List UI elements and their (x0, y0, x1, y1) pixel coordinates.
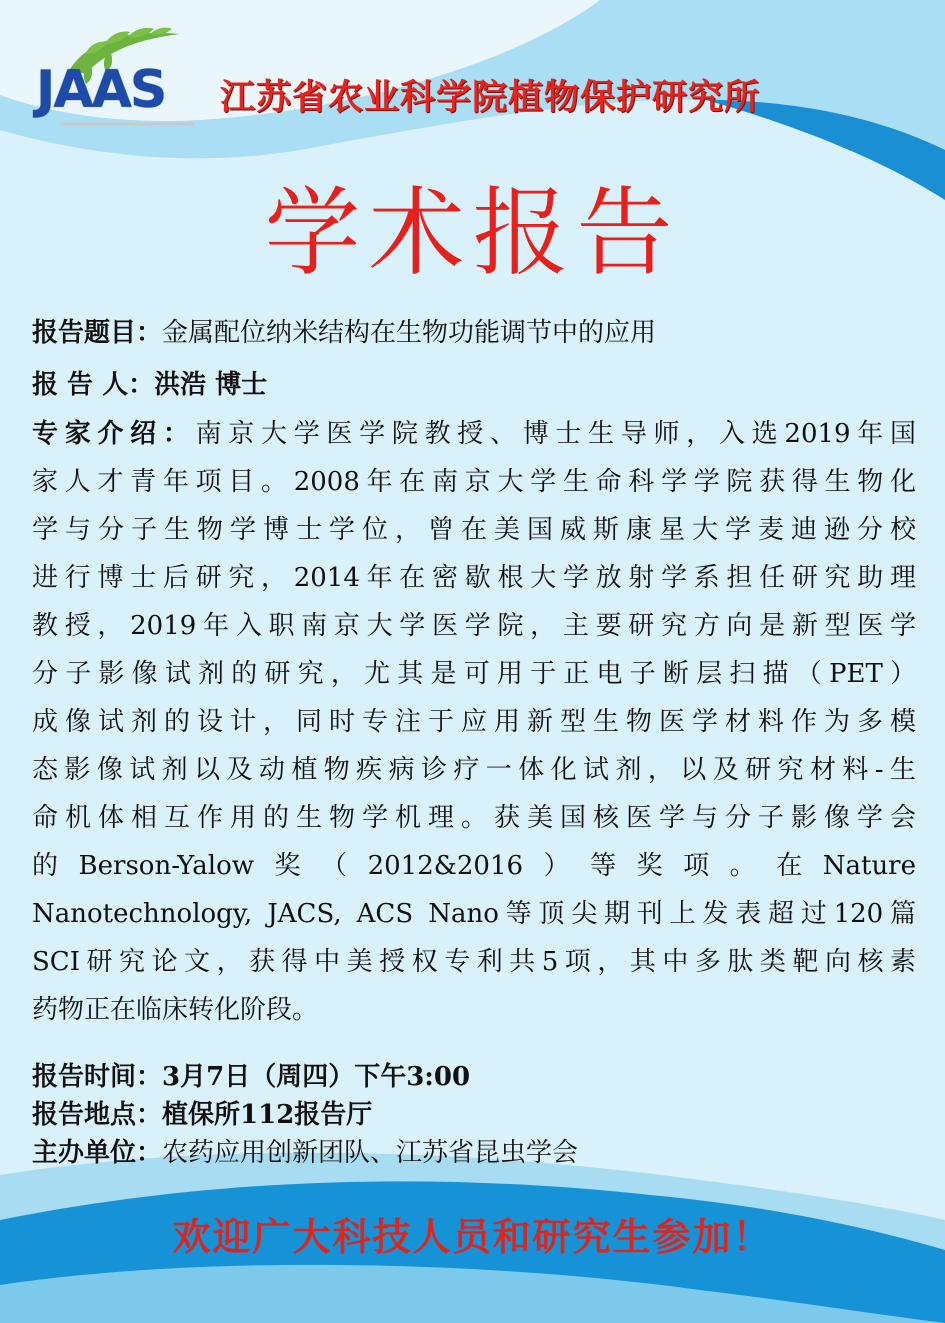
page-title: 学术报告 (264, 177, 681, 289)
bio-line: 态影像试剂以及动植物疾病诊疗一体化试剂，以及研究材料-生 (32, 755, 916, 785)
bio-line: 药物正在临床转化阶段。 (32, 995, 319, 1025)
bio-line: 的Berson-Yalow奖（2012&2016）等奖项。在Nature (32, 851, 916, 881)
bio-line: Nanotechnology, JACS, ACS Nano等顶尖期刊上发表超过120篇 (32, 899, 916, 929)
bio-line: 分子影像试剂的研究，尤其是可用于正电子断层扫描（PET） (32, 659, 916, 689)
bio-line: SCI研究论文，获得中美授权专利共5项，其中多肽类靶向核素 (32, 947, 916, 977)
logo-text: JAAS (36, 60, 166, 120)
bio-block (32, 410, 916, 1034)
host-value: 农药应用创新团队、江苏省昆虫学会 (162, 1138, 579, 1168)
place-value: 植保所112报告厅 (162, 1100, 373, 1130)
bio-label: 专家介绍： (32, 419, 196, 449)
bio-line: 教授，2019年入职南京大学医学院，主要研究方向是新型医学 (32, 611, 916, 641)
time-value: 3月7日（周四）下午3:00 (162, 1062, 471, 1092)
welcome-banner: 欢迎广大科技人员和研究生参加！ (172, 1215, 773, 1259)
speaker-line (32, 364, 267, 401)
org-name: 江苏省农业科学院植物保护研究所 (220, 78, 761, 118)
bio-line: 家人才青年项目。2008年在南京大学生命科学学院获得生物化 (32, 467, 916, 497)
host-line (32, 1132, 578, 1169)
topic-line (32, 312, 656, 349)
time-label: 报告时间： (32, 1062, 163, 1092)
bio-line: 命机体相互作用的生物学机理。获美国核医学与分子影像学会 (32, 803, 916, 833)
topic-label: 报告题目： (32, 318, 163, 348)
host-label: 主办单位： (32, 1138, 163, 1168)
bio-line: 成像试剂的设计，同时专注于应用新型生物医学材料作为多模 (32, 707, 916, 737)
time-line (32, 1056, 470, 1093)
bio-line: 专家介绍：南京大学医学院教授、博士生导师，入选2019年国 (32, 419, 916, 449)
speaker-label: 报 告 人： (32, 370, 155, 400)
speaker-value: 洪浩 博士 (154, 370, 268, 400)
bio-line: 进行博士后研究，2014年在密歇根大学放射学系担任研究助理 (32, 563, 916, 593)
place-line (32, 1094, 372, 1131)
topic-value: 金属配位纳米结构在生物功能调节中的应用 (162, 318, 657, 348)
bio-line: 学与分子生物学博士学位，曾在美国威斯康星大学麦迪逊分校 (32, 515, 916, 545)
place-label: 报告地点： (32, 1100, 163, 1130)
